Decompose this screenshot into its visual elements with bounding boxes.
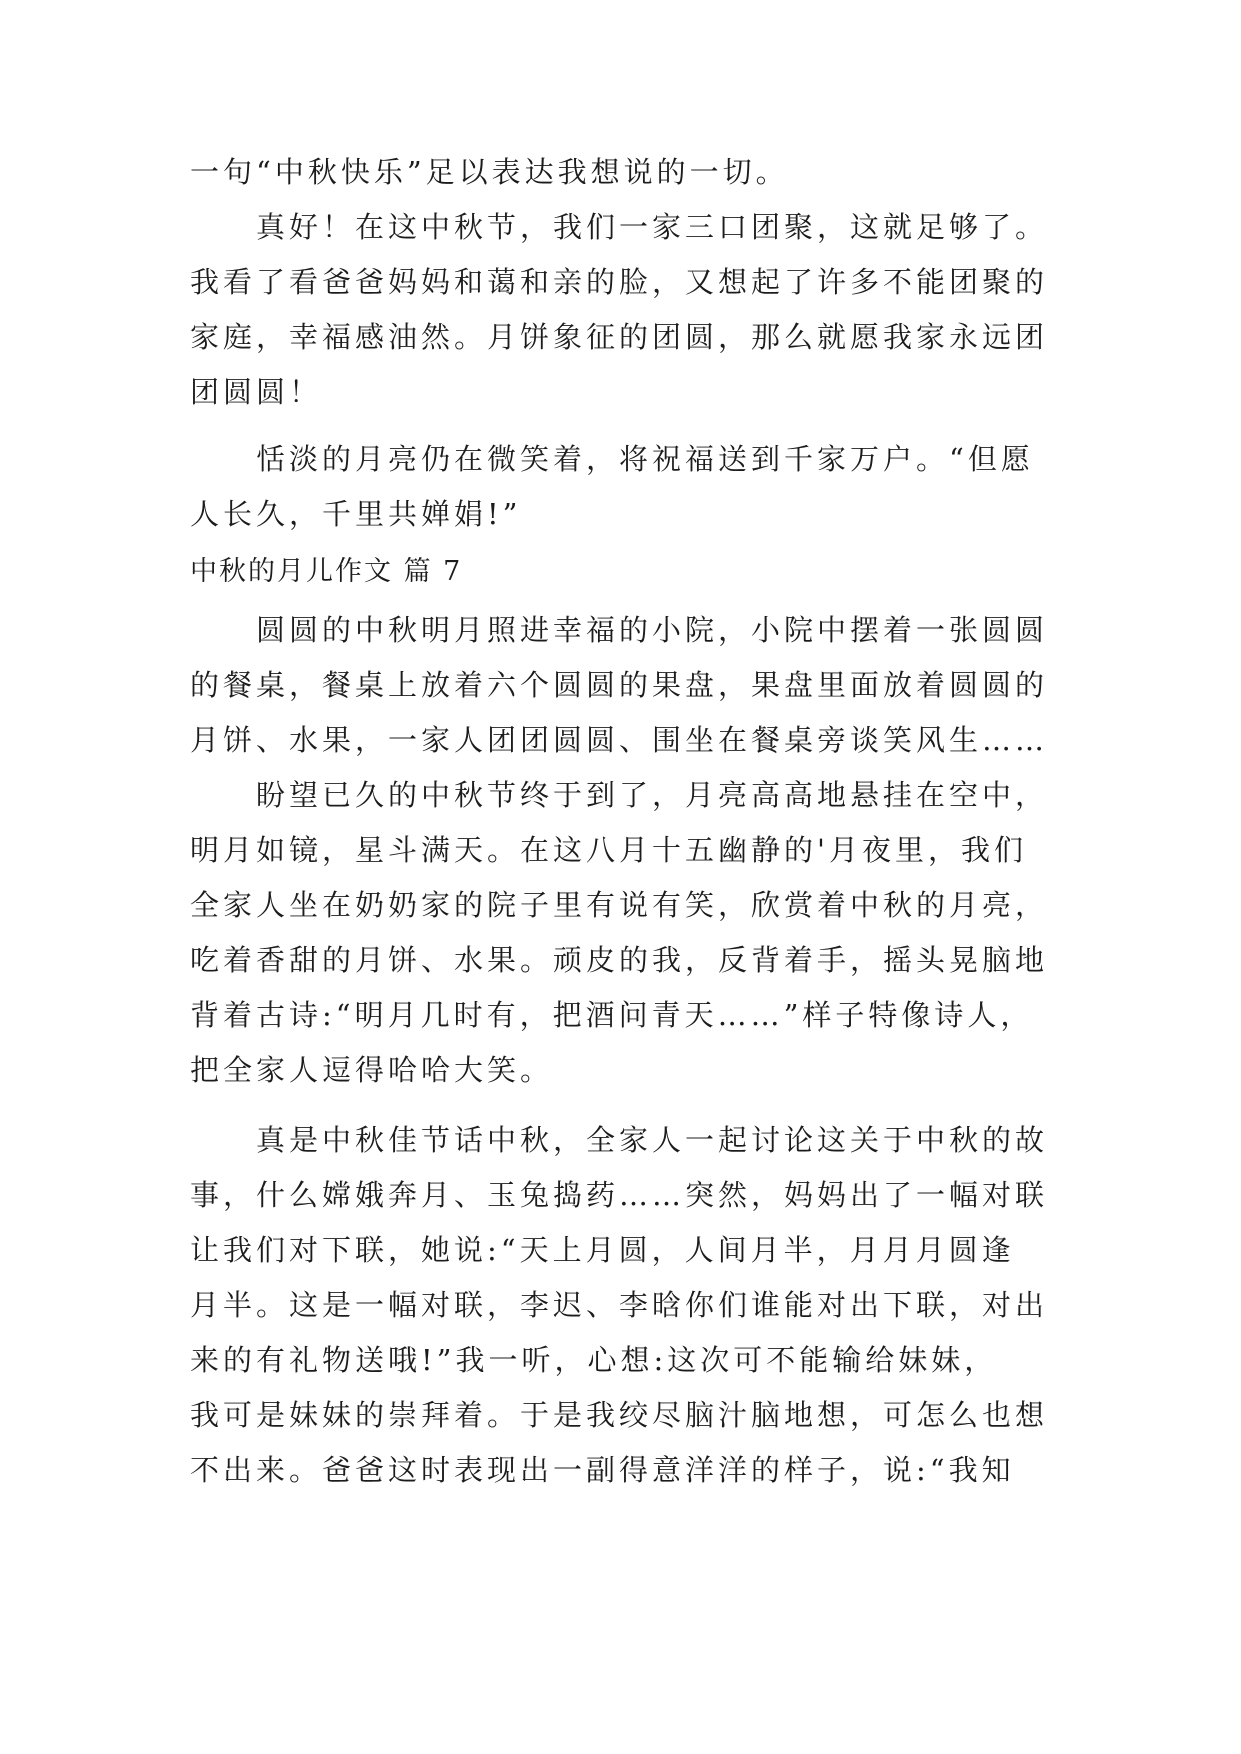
text-line: 人长久，千里共婵娟!” (190, 497, 522, 531)
text-line: 团圆圆！ (190, 375, 323, 409)
text-line: 全家人坐在奶奶家的院子里有说有笑，欣赏着中秋的月亮， (190, 888, 1049, 922)
text-line: 不出来。爸爸这时表现出一副得意洋洋的样子，说:“我知 (190, 1453, 1015, 1487)
text-line: 我看了看爸爸妈妈和蔼和亲的脸，又想起了许多不能团聚的 (190, 265, 1049, 299)
text-line: 月饼、水果，一家人团团圆圆、围坐在餐桌旁谈笑风生…… (190, 723, 1049, 757)
text-line: 家庭，幸福感油然。月饼象征的团圆，那么就愿我家永远团 (190, 320, 1049, 354)
paragraph-start: 真是中秋佳节话中秋，全家人一起讨论这关于中秋的故 (256, 1123, 1049, 1157)
text-line: 明月如镜，星斗满天。在这八月十五幽静的'月夜里，我们 (190, 833, 1027, 867)
text-line: 我可是妹妹的崇拜着。于是我绞尽脑汁脑地想，可怎么也想 (190, 1398, 1049, 1432)
text-line: 事，什么嫦娥奔月、玉兔捣药……突然，妈妈出了一幅对联 (190, 1178, 1049, 1212)
paragraph-start: 盼望已久的中秋节终于到了，月亮高高地悬挂在空中， (256, 778, 1049, 812)
text-line: 背着古诗:“明月几时有，把酒问青天……”样子特像诗人， (190, 998, 1034, 1032)
paragraph-start: 恬淡的月亮仍在微笑着，将祝福送到千家万户。“但愿 (256, 442, 1034, 476)
text-line: 吃着香甜的月饼、水果。顽皮的我，反背着手，摇头晃脑地 (190, 943, 1049, 977)
text-line: 的餐桌，餐桌上放着六个圆圆的果盘，果盘里面放着圆圆的 (190, 668, 1049, 702)
paragraph-start: 真好！在这中秋节，我们一家三口团聚，这就足够了。 (256, 210, 1049, 244)
text-line: 让我们对下联，她说:“天上月圆，人间月半，月月月圆逢 (190, 1233, 1015, 1267)
section-heading: 中秋的月儿作文 篇 7 (190, 556, 463, 587)
text-line: 来的有礼物送哦!”我一听，心想:这次可不能输给妹妹， (190, 1343, 998, 1377)
text-line: 月半。这是一幅对联，李迟、李晗你们谁能对出下联，对出 (190, 1288, 1049, 1322)
paragraph-start: 圆圆的中秋明月照进幸福的小院，小院中摆着一张圆圆 (256, 613, 1049, 647)
text-line: 把全家人逗得哈哈大笑。 (190, 1053, 554, 1087)
text-line: 一句“中秋快乐”足以表达我想说的一切。 (190, 155, 789, 189)
